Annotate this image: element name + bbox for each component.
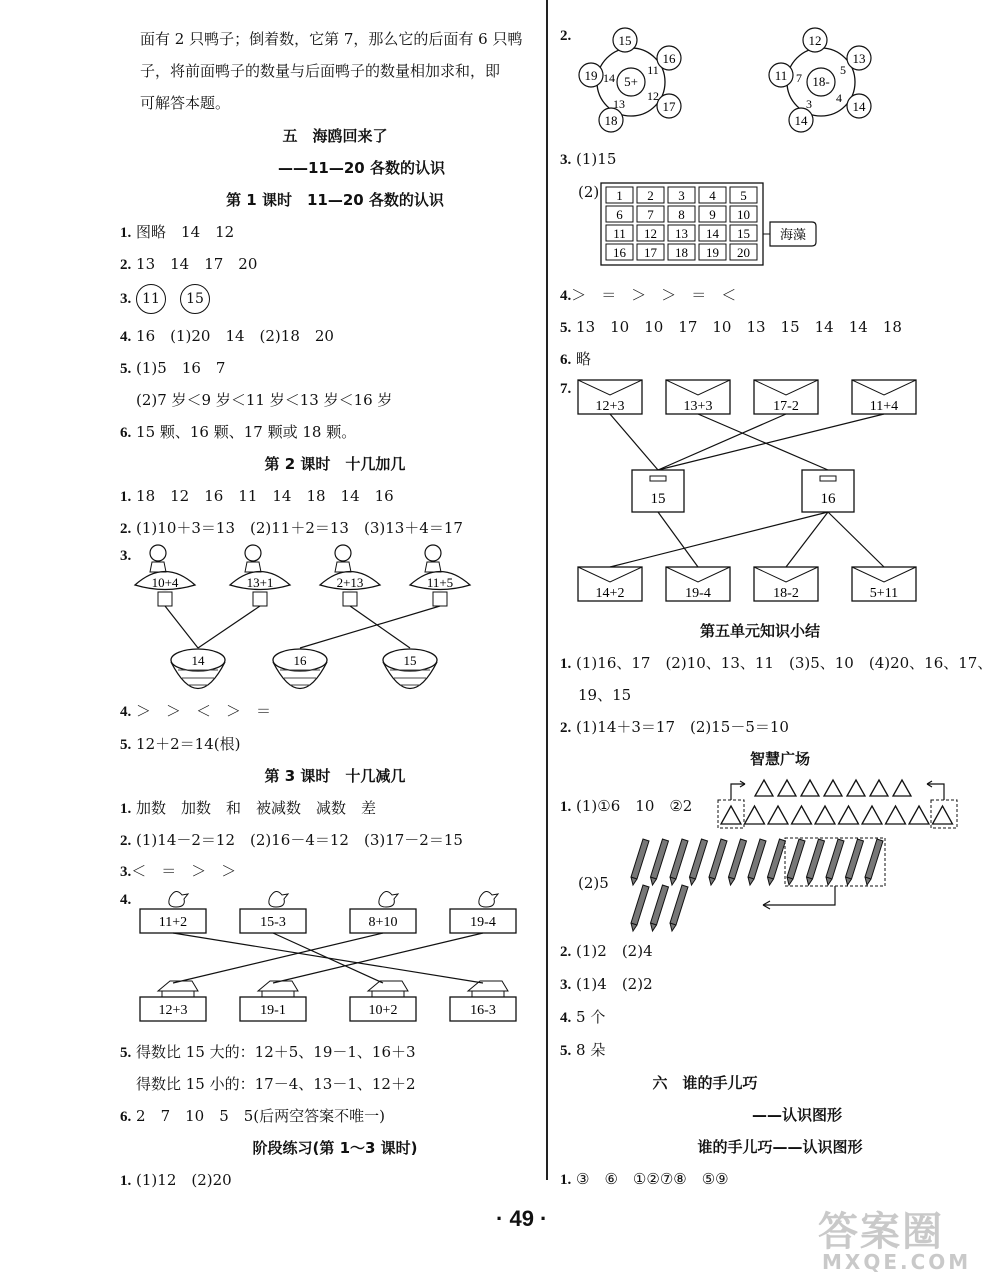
r-q3b-label: (2) [578,183,600,201]
triangle-icon [768,806,788,824]
pencil-icon [631,839,649,885]
r-q2-label: 2. [560,28,572,44]
triangle-icon [870,780,888,796]
grid-note-label: 海藻 [779,228,807,243]
pencil-icon [670,885,688,931]
pencil-icon [826,839,844,885]
duck-label: 15-3 [260,915,286,930]
grid-cell-label: 12 [644,226,657,241]
duck-box-1 [140,891,206,933]
svg-text:17-2: 17-2 [773,399,799,414]
mailbox-1 [632,470,684,512]
l2-q4: 4. ＞ ＞ ＜ ＞ ＝ [120,702,272,720]
svg-text:17: 17 [662,99,676,114]
l1-q2: 2. 13 14 17 20 [120,255,258,273]
envelope-bottom-1 [578,567,642,601]
circled-answer: 15 [180,284,210,314]
svg-text:13: 13 [613,97,625,111]
mushroom-1 [135,545,195,606]
l3-q3: 3.＜ ＝ ＞ ＞ [120,862,237,880]
l1-q1: 1. 图略 14 12 [120,223,235,241]
pencil-icon [690,839,708,885]
pencil-icon [787,839,805,885]
wisdom-q3: 3. (1)4 (2)2 [560,975,653,993]
duck-box-3 [350,891,416,933]
pencil-icon [748,839,766,885]
triangle-icon [847,780,865,796]
flower-center: 5+ [624,74,638,89]
l1-q4: 4. 16 (1)20 14 (2)18 20 [120,327,334,345]
envelope-bottom-2 [666,567,730,601]
unit-subtitle: ——11—20 各数的认识 [278,159,445,177]
envelope-bottom-4 [852,567,916,601]
triangle-icon [933,806,953,824]
summary-title: 第五单元知识小结 [699,622,820,640]
grid-cell-label: 4 [709,188,716,203]
duck-house-diagram [130,885,540,1030]
svg-text:12: 12 [647,89,659,103]
house-label: 12+3 [158,1003,188,1018]
grid-cell-label: 9 [709,207,716,222]
l1-q5b: (2)7 岁＜9 岁＜11 岁＜13 岁＜16 岁 [136,391,393,409]
envelope-top-1 [578,380,642,414]
l2-q2: 2. (1)10＋3＝13 (2)11＋2＝13 (3)13＋4＝17 [120,519,463,537]
triangle-icon [839,806,859,824]
summary-q1a: 1. (1)16、17 (2)10、13、11 (3)5、10 (4)20、16、17、 [560,654,993,672]
summary-q2: 2. (1)14＋3＝17 (2)15－5＝10 [560,718,789,736]
r-q4: 4.＞ ＝ ＞ ＞ ＝ ＜ [560,286,737,304]
envelope-mailbox-diagram [570,375,920,610]
svg-text:11: 11 [774,68,788,83]
number-grid [600,182,820,268]
triangle-icon [778,780,796,796]
stage-q1: 1. (1)12 (2)20 [120,1171,232,1189]
svg-text:3: 3 [806,97,812,111]
l3-q1: 1. 加数 加数 和 被减数 减数 差 [120,799,377,817]
duck-box-2 [240,891,306,933]
svg-text:19-4: 19-4 [685,586,711,601]
duck-label: 8+10 [368,915,398,930]
envelope-top-3 [754,380,818,414]
triangle-icon [824,780,842,796]
svg-text:14: 14 [794,113,808,128]
svg-text:16: 16 [820,491,836,507]
l3-q6: 6. 2 7 10 5 5(后两空答案不唯一) [120,1107,385,1125]
grid-cell-label: 20 [737,245,750,260]
explanation-line-2: 子，将前面鸭子的数量与后面鸭子的数量相加求和，即 [140,62,501,80]
svg-text:14: 14 [603,71,615,85]
l2-q5: 5. 12＋2＝14(根) [120,735,241,753]
grid-cell-label: 1 [616,188,623,203]
grid-cell-label: 13 [675,226,688,241]
explanation-line-1: 面有 2 只鸭子；倒着数，它第 7，那么它的后面有 6 只鸭 [140,30,523,48]
mailbox-2 [802,470,854,512]
duck-label: 11+2 [158,915,188,930]
triangle-icon [801,780,819,796]
house-box-1 [140,981,206,1021]
svg-text:14: 14 [852,99,866,114]
duck-label: 19-4 [470,915,496,930]
l1-q3: 3. 11 15 [120,284,224,314]
number-flowers [565,22,905,137]
grid-cell-label: 14 [706,226,719,241]
svg-text:11: 11 [647,63,659,77]
grid-cell-label: 3 [678,188,685,203]
svg-text:18: 18 [604,113,618,128]
pencil-icon [729,839,747,885]
wisdom-q5: 5. 8 朵 [560,1041,606,1059]
circled-answer: 11 [136,284,166,314]
house-box-4 [450,981,516,1021]
l3-q5a: 5. 得数比 15 大的：12＋5、19－1、16＋3 [120,1043,416,1061]
grid-cell-label: 7 [647,207,654,222]
triangle-icon [909,806,929,824]
page-number: · 49 · [496,1206,548,1231]
unit-title: 五 海鸥回来了 [282,127,388,145]
basket-label: 14 [191,653,205,668]
grid-cell-label: 10 [737,207,750,222]
grid-cell-label: 16 [613,245,626,260]
basket-label: 15 [403,653,417,668]
triangle-icon [745,806,765,824]
grid-cell-label: 15 [737,226,750,241]
triangle-icon [893,780,911,796]
wisdom-q2: 2. (1)2 (2)4 [560,942,653,960]
svg-text:19: 19 [584,68,598,83]
pencil-icon [807,839,825,885]
r-q7-label: 7. [560,381,572,397]
pencil-icon [709,839,727,885]
summary-q1b: 19、15 [578,686,632,704]
unit-6-title: 六 谁的手儿巧 [652,1074,758,1092]
l3-q5b: 得数比 15 小的：17－4、13－1、12＋2 [136,1075,416,1093]
r-q6: 6. 略 [560,350,592,368]
triangle-icon [886,806,906,824]
l1-q5a: 5. (1)5 16 7 [120,359,226,377]
duck-box-4 [450,891,516,933]
svg-text:16: 16 [662,51,676,66]
mushroom-2 [230,545,290,606]
grid-cell-label: 17 [644,245,657,260]
svg-text:13+3: 13+3 [683,399,713,414]
triangle-icon [862,806,882,824]
mushroom-4 [410,545,470,606]
house-label: 10+2 [368,1003,398,1018]
lesson-2-title: 第 2 课时 十几加几 [264,455,406,473]
l3-q2: 2. (1)14－2＝12 (2)16－4＝12 (3)17－2＝15 [120,831,463,849]
svg-text:14+2: 14+2 [595,586,625,601]
pencil-icon [651,839,669,885]
pencil-icon [651,885,669,931]
wisdom-q1b: (2)5 [578,874,609,892]
basket-2 [273,649,327,689]
pencil-icon [670,839,688,885]
unit-6-subtitle: ——认识图形 [752,1106,843,1124]
svg-text:15: 15 [618,33,632,48]
flower-2 [769,28,871,132]
envelope-top-2 [666,380,730,414]
explanation-line-3: 可解答本题。 [140,94,231,112]
mushroom-label: 2+13 [336,575,364,590]
grid-cell-label: 19 [706,245,719,260]
wisdom-q1a: 1. (1)①6 10 ②2 [560,797,693,815]
r-q5: 5. 13 10 10 17 10 13 15 14 14 18 [560,318,902,336]
svg-text:13: 13 [852,51,866,66]
l1-q6: 6. 15 颗、16 颗、17 颗或 18 颗。 [120,423,357,441]
mushroom-basket-diagram [130,540,540,700]
unit-6-q1: 1. ③ ⑥ ①②⑦⑧ ⑤⑨ [560,1170,729,1188]
pencil-group [625,835,895,935]
mushroom-label: 13+1 [246,575,274,590]
triangle-icon [721,806,741,824]
house-label: 19-1 [260,1003,286,1018]
triangle-icon [792,806,812,824]
basket-label: 16 [293,653,307,668]
mushroom-label: 11+5 [426,575,454,590]
svg-text:18-2: 18-2 [773,586,799,601]
grid-cell-label: 5 [740,188,747,203]
column-divider [546,0,548,1180]
lesson-3-title: 第 3 课时 十几减几 [264,767,406,785]
triangle-icon [755,780,773,796]
svg-text:5: 5 [840,63,846,77]
svg-text:7: 7 [796,71,802,85]
grid-cell-label: 8 [678,207,685,222]
stage-title: 阶段练习(第 1～3 课时) [252,1139,418,1157]
house-label: 16-3 [470,1003,496,1018]
basket-3 [383,649,437,689]
svg-text:12: 12 [808,33,822,48]
unit-6-lesson-title: 谁的手儿巧——认识图形 [697,1138,863,1156]
pencil-icon [846,839,864,885]
svg-text:15: 15 [650,491,666,507]
house-box-3 [350,981,416,1021]
triangle-icon [815,806,835,824]
envelope-top-4 [852,380,916,414]
pencil-icon [865,839,883,885]
triangle-row [715,776,960,832]
wisdom-q4: 4. 5 个 [560,1008,606,1026]
lesson-1-title: 第 1 课时 11—20 各数的认识 [226,191,444,209]
wisdom-title: 智慧广场 [749,750,810,768]
l2-q3-label: 3. [120,548,132,564]
r-q3a: 3. (1)15 [560,150,617,168]
envelope-bottom-3 [754,567,818,601]
watermark-logo: 答案圈 [818,1209,944,1255]
mushroom-3 [320,545,380,606]
grid-cell-label: 18 [675,245,688,260]
mushroom-label: 10+4 [151,575,179,590]
svg-text:12+3: 12+3 [595,399,625,414]
flower-center: 18- [812,74,830,89]
svg-text:5+11: 5+11 [869,586,899,601]
grid-cell-label: 11 [613,226,626,241]
watermark-url: MXQE.COM [822,1250,972,1274]
pencil-icon [768,839,786,885]
svg-text:4: 4 [836,91,842,105]
house-box-2 [240,981,306,1021]
basket-1 [171,649,225,689]
pencil-icon [631,885,649,931]
l3-q4-label: 4. [120,892,132,908]
flower-1 [579,28,681,132]
svg-text:11+4: 11+4 [869,399,899,414]
grid-cell-label: 2 [647,188,654,203]
l2-q1: 1. 18 12 16 11 14 18 14 16 [120,487,394,505]
grid-cell-label: 6 [616,207,623,222]
